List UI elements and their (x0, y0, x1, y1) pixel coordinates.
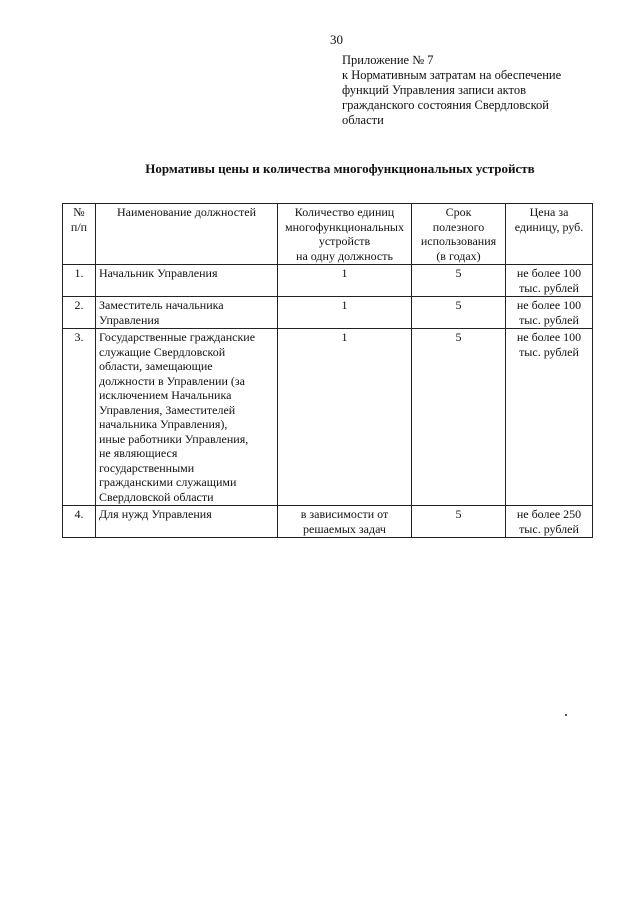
scan-speck (565, 714, 567, 716)
appendix-note (342, 53, 582, 128)
appendix-line: Приложение № 7 (342, 53, 434, 67)
header-num: № п/п (63, 204, 96, 265)
cell-name: Государственные гражданские служащие Свердловской области, замещающие должности в Управлении (за исключением Начальника Управления, Заместителей начальника Управления), иные работники Управления, не являющиеся государственными гражданскими служащими Свердловской области (96, 329, 278, 506)
table-row (63, 297, 593, 329)
header-price: Цена за единицу, руб. (506, 204, 593, 265)
cell-qty: в зависимости от решаемых задач (278, 506, 412, 538)
cell-qty: 1 (278, 329, 412, 506)
cell-num: 4. (63, 506, 96, 538)
cell-price: не более 100 тыс. рублей (506, 329, 593, 506)
table-row (63, 329, 593, 506)
table-row (63, 265, 593, 297)
table-header-row (63, 204, 593, 265)
norms-table (62, 203, 593, 538)
cell-term: 5 (412, 265, 506, 297)
cell-num: 2. (63, 297, 96, 329)
cell-term: 5 (412, 297, 506, 329)
cell-name: Заместитель начальника Управления (96, 297, 278, 329)
cell-name: Для нужд Управления (96, 506, 278, 538)
cell-qty: 1 (278, 297, 412, 329)
document-title: Нормативы цены и количества многофункциональных устройств (145, 161, 535, 176)
header-name: Наименование должностей (96, 204, 278, 265)
cell-price: не более 250 тыс. рублей (506, 506, 593, 538)
header-term: Срок полезного использования (в годах) (412, 204, 506, 265)
appendix-line: гражданского состояния Свердловской (342, 98, 549, 112)
cell-name: Начальник Управления (96, 265, 278, 297)
cell-term: 5 (412, 329, 506, 506)
header-qty: Количество единиц многофункциональных устройств на одну должность (278, 204, 412, 265)
cell-price: не более 100 тыс. рублей (506, 297, 593, 329)
cell-qty: 1 (278, 265, 412, 297)
table-row (63, 506, 593, 538)
cell-num: 3. (63, 329, 96, 506)
appendix-line: области (342, 113, 384, 127)
appendix-line: функций Управления записи актов (342, 83, 526, 97)
page-number: 30 (330, 32, 343, 47)
cell-num: 1. (63, 265, 96, 297)
appendix-line: к Нормативным затратам на обеспечение (342, 68, 562, 82)
cell-price: не более 100 тыс. рублей (506, 265, 593, 297)
cell-term: 5 (412, 506, 506, 538)
